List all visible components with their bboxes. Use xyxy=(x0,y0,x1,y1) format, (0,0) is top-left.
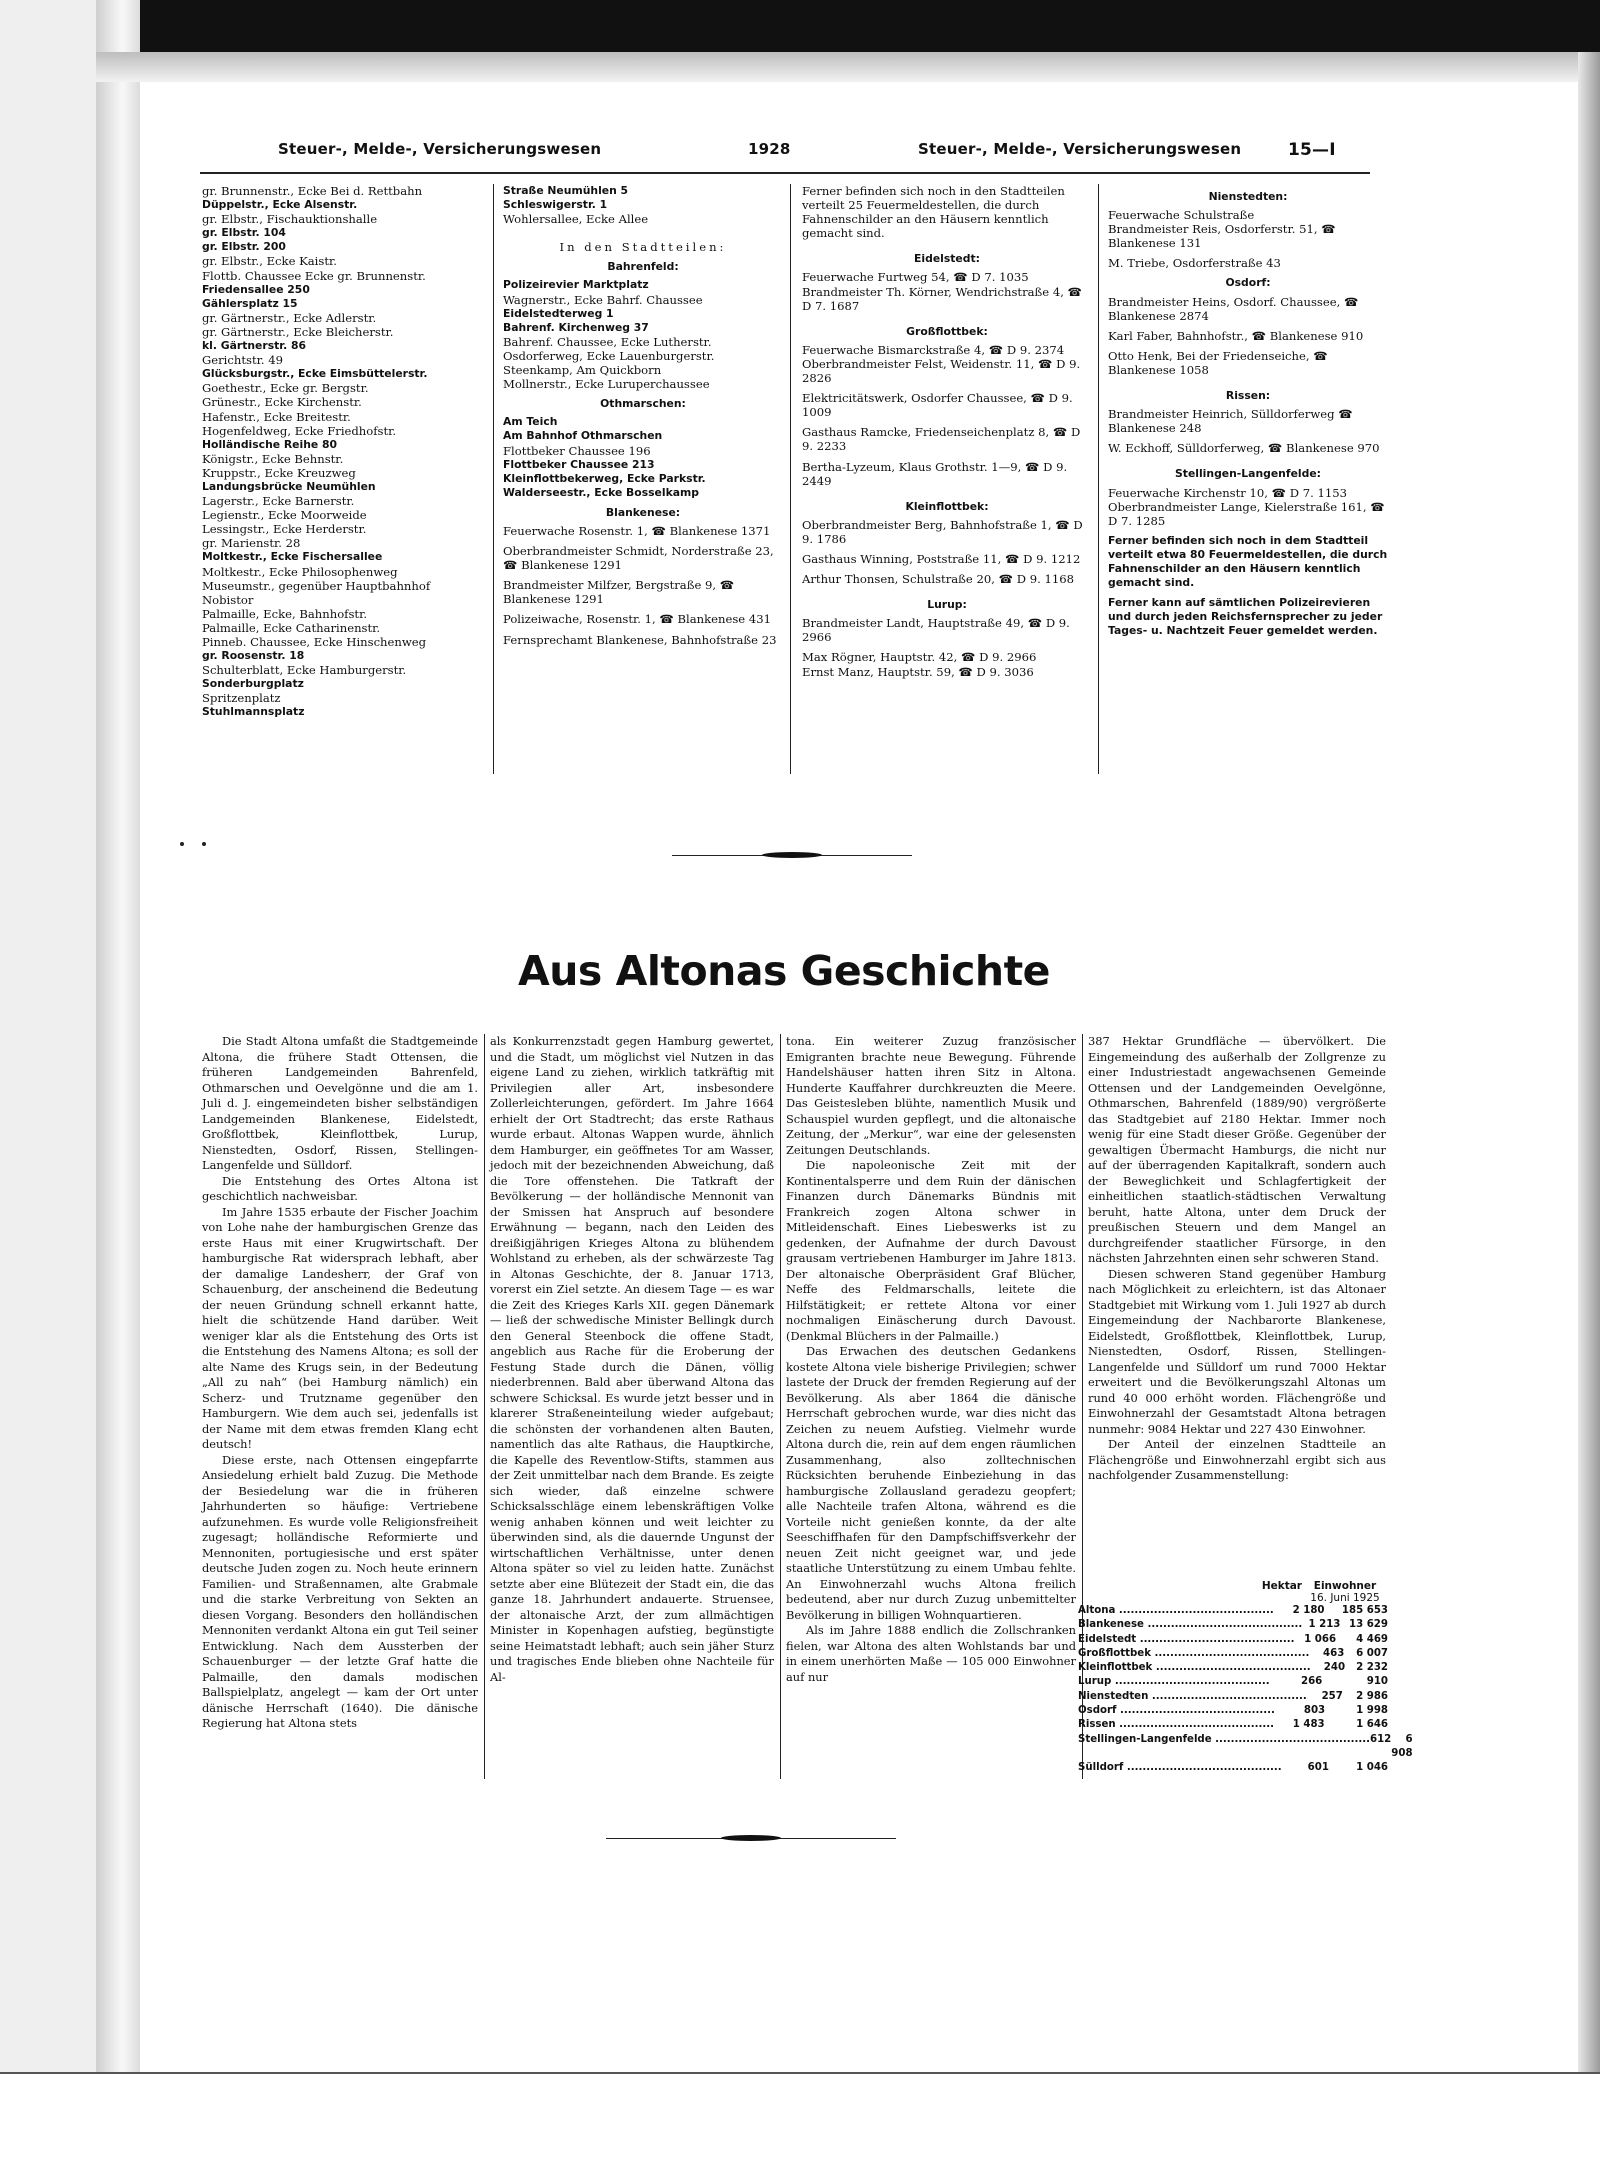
table-row xyxy=(1078,1633,1388,1647)
article-paragraph: 387 Hektar Grundfläche — übervölkert. Die Eingemeindung des außerhalb der Zollgrenze zu einer Industriestadt angewachsenen Gemeinde Ottensen und der Landgemeinden Oevelgönne, Othmarschen, Bahrenfeld (1889/90) vergrößerte das Stadtgebiet auf 2180 Hektar. Immer noch wenig für eine Stadt dieser Größe. Gegenüber der gewaltigen Übermacht Hamburgs, die nicht nur auf der überragenden Kapitalkraft, sondern auch der Beweglichkeit und Schlagfertigkeit der einheitlichen staatlich-städtischen Verwaltung beruht, hatte Altona, unter dem Druck der preußischen Steuern und dem Mangel an durchgreifender staatlicher Fürsorge, in den nächsten Jahrzehnten einen sehr schweren Stand. xyxy=(1088,1034,1386,1265)
table-row xyxy=(1078,1690,1388,1704)
district-hektar: 240 xyxy=(1323,1662,1346,1674)
district-einwohner: 4 469 xyxy=(1356,1633,1388,1645)
directory-entry: gr. Elbstr. 200 xyxy=(202,240,286,254)
separator-ornament xyxy=(672,855,912,856)
directory-entry: Feuerwache Schulstraße xyxy=(1108,208,1255,223)
article-paragraph: Diese erste, nach Ottensen eingepfarrte Ansiedelung erhielt bald Zuzug. Die Methode der Besiedelung war die in früheren Jahrhunderten so häufige: Vertriebene aufzunehmen. Es wurde volle Religionsfreiheit zugesagt; holländische Reformierte und Mennoniten, portugiesische und erst später deutsche Juden zogen zu. Noch heute erinnern Familien- und Straßennamen, alte Grabmale und die starke Verbreitung von Sekten an diesen Vorgang. Besonders den holländischen Mennoniten verdankt Altona ein gut Teil seiner Entwicklung. Nach dem Aussterben der Schauenburger — der letzte Graf hatte die Palmaille, den damals modischen Ballspielplatz, angelegt — kam der Ort unter dänische Herrschaft (1640). Die dänische Regierung hat Altona stets xyxy=(202,1452,478,1730)
directory-entry: Königstr., Ecke Behnstr. xyxy=(202,451,344,466)
header-right: Steuer-, Melde-, Versicherungswesen xyxy=(918,140,1242,158)
directory-entry: Lessingstr., Ecke Herderstr. xyxy=(202,522,367,537)
directory-entry: Oberbrandmeister Lange, Kielerstraße 161, ☎ D 7. 1285 xyxy=(1108,499,1389,528)
directory-entry: Gasthaus Winning, Poststraße 11, ☎ D 9. 1212 xyxy=(802,551,1081,566)
district-hektar: 257 xyxy=(1321,1690,1343,1702)
directory-entry: Stuhlmannsplatz xyxy=(202,705,305,719)
section-heading: Osdorf: xyxy=(1225,276,1271,290)
directory-entry: Brandmeister Milfzer, Bergstraße 9, ☎ Blankenese 1291 xyxy=(503,578,738,607)
directory-entry: Ferner befinden sich noch in den Stadtteilen verteilt 25 Feuermeldestellen, die durch Fahnenschilder an den Häusern kenntlich gemacht sind. xyxy=(802,184,1069,241)
article-title: Aus Altonas Geschichte xyxy=(518,947,1050,995)
section-heading: Rissen: xyxy=(1225,389,1271,403)
district-einwohner: 910 xyxy=(1366,1676,1388,1688)
directory-entry: Feuerwache Furtweg 54, ☎ D 7. 1035 xyxy=(802,270,1029,285)
directory-entry: Osdorferweg, Ecke Lauenburgerstr. xyxy=(503,348,715,363)
directory-entry: Goethestr., Ecke gr. Bergstr. xyxy=(202,381,369,396)
district-hektar: 612 xyxy=(1370,1733,1392,1745)
district-hektar: 463 xyxy=(1323,1647,1345,1659)
column-rule xyxy=(1098,184,1099,774)
directory-entry: Oberbrandmeister Felst, Weidenstr. 11, ☎ D 9. 2826 xyxy=(802,356,1084,386)
directory-entry: Gerichtstr. 49 xyxy=(202,353,283,368)
district-einwohner: 185 653 xyxy=(1341,1605,1388,1616)
directory-entry: kl. Gärtnerstr. 86 xyxy=(202,339,306,353)
scan-border-top xyxy=(0,0,1600,52)
directory-entry: Oberbrandmeister Schmidt, Norderstraße 23, ☎ Blankenese 1291 xyxy=(503,544,778,573)
directory-entry: Legienstr., Ecke Moorweide xyxy=(202,508,367,523)
article-paragraph: Der Anteil der einzelnen Stadtteile an Flächengröße und Einwohnerzahl ergibt sich aus nachfolgender Zusammenstellung: xyxy=(1088,1437,1386,1482)
district-hektar: 601 xyxy=(1307,1762,1329,1774)
directory-column-2 xyxy=(503,184,783,653)
directory-column-3 xyxy=(802,184,1092,679)
directory-entry: gr. Roosenstr. 18 xyxy=(202,649,305,663)
district-name: Großflottbek ........................................ xyxy=(1078,1647,1310,1659)
article-column-1 xyxy=(202,1034,478,1732)
section-heading: Großflottbek: xyxy=(906,324,988,338)
district-einwohner: 1 046 xyxy=(1356,1762,1388,1774)
section-heading: Nienstedten: xyxy=(1208,190,1288,203)
directory-entry: gr. Elbstr., Fischauktionshalle xyxy=(202,212,378,227)
table-body xyxy=(1078,1604,1413,1776)
scan-speck xyxy=(180,842,184,846)
district-name: Sülldorf ........................................ xyxy=(1078,1762,1282,1774)
directory-entry: Polizeirevier Marktplatz xyxy=(503,278,649,292)
entry-gap xyxy=(802,488,1092,494)
directory-entry: Straße Neumühlen 5 xyxy=(503,184,629,197)
directory-entry: Palmaille, Ecke, Bahnhofstr. xyxy=(202,606,368,621)
district-einwohner: 1 998 xyxy=(1356,1705,1388,1717)
directory-entry: Bertha-Lyzeum, Klaus Grothstr. 1—9, ☎ D 9. 2449 xyxy=(802,459,1071,488)
directory-column-4 xyxy=(1108,184,1391,644)
directory-entry: Sonderburgplatz xyxy=(202,677,304,691)
directory-entry: Flottb. Chaussee Ecke gr. Brunnenstr. xyxy=(202,268,426,283)
directory-entry: Brandmeister Th. Körner, Wendrichstraße 4, ☎ D 7. 1687 xyxy=(802,284,1086,313)
header-rule xyxy=(200,172,1370,174)
directory-entry: Schleswigerstr. 1 xyxy=(503,198,608,212)
directory-entry: Ernst Manz, Hauptstr. 59, ☎ D 9. 3036 xyxy=(802,664,1034,679)
directory-entry: gr. Gärtnerstr., Ecke Adlerstr. xyxy=(202,310,377,325)
district-name: Kleinflottbek ........................................ xyxy=(1078,1662,1311,1674)
directory-entry: Brandmeister Reis, Osdorferstr. 51, ☎ Blankenese 131 xyxy=(1108,222,1340,251)
directory-entry: Bahrenf. Kirchenweg 37 xyxy=(503,320,649,334)
directory-entry: Hafenstr., Ecke Breitestr. xyxy=(202,409,351,424)
section-heading: In den Stadtteilen: xyxy=(559,240,727,255)
directory-entry: gr. Brunnenstr., Ecke Bei d. Rettbahn xyxy=(202,184,423,198)
directory-entry: Arthur Thonsen, Schulstraße 20, ☎ D 9. 1168 xyxy=(802,572,1074,587)
directory-entry: Moltkestr., Ecke Philosophenweg xyxy=(202,564,398,579)
directory-entry: Düppelstr., Ecke Alsenstr. xyxy=(202,198,358,212)
directory-entry: Am Teich xyxy=(503,415,558,429)
district-table xyxy=(1078,1580,1413,1776)
column-einwohner: Einwohner 16. Juni 1925 xyxy=(1310,1580,1380,1604)
article-paragraph: Als im Jahre 1888 endlich die Zollschranken fielen, war Altona des alten Wohlstands bar und in einem unerhörten Maße — 105 000 Einwohner auf nur xyxy=(786,1623,1076,1684)
section-heading: Lurup: xyxy=(927,598,967,612)
section-heading: Kleinflottbek: xyxy=(905,499,989,513)
district-einwohner: 13 629 xyxy=(1349,1619,1388,1631)
directory-entry: Schulterblatt, Ecke Hamburgerstr. xyxy=(202,663,407,678)
column-rule xyxy=(493,184,494,774)
directory-entry: Flottbeker Chaussee 213 xyxy=(503,457,655,471)
column-rule xyxy=(484,1034,485,1779)
page-number: 15—I xyxy=(1288,140,1336,160)
section-heading: Bahrenfeld: xyxy=(607,260,679,274)
directory-entry: gr. Elbstr., Ecke Kaistr. xyxy=(202,254,337,269)
directory-column-1 xyxy=(202,184,486,720)
directory-entry: Kleinflottbekerweg, Ecke Parkstr. xyxy=(503,471,706,485)
entry-gap xyxy=(802,240,1092,246)
entry-gap xyxy=(1108,638,1388,644)
table-header xyxy=(1078,1580,1388,1604)
table-row xyxy=(1078,1647,1388,1661)
scan-border-bottom xyxy=(0,2072,1600,2179)
page-edge-top xyxy=(96,52,1600,82)
directory-entry: Brandmeister Heinrich, Sülldorferweg ☎ Blankenese 248 xyxy=(1108,407,1357,436)
directory-entry: Fernsprechamt Blankenese, Bahnhofstraße 23 xyxy=(503,632,777,647)
column-rule xyxy=(780,1034,781,1779)
article-column-2 xyxy=(490,1034,774,1685)
entry-gap xyxy=(802,586,1092,592)
directory-entry: Polizeiwache, Rosenstr. 1, ☎ Blankenese 431 xyxy=(503,612,771,627)
directory-entry: Friedensallee 250 xyxy=(202,282,310,296)
section-heading: Othmarschen: xyxy=(600,397,686,411)
district-einwohner: 6 908 xyxy=(1391,1733,1413,1759)
table-row xyxy=(1078,1718,1388,1732)
directory-entry: gr. Gärtnerstr., Ecke Bleicherstr. xyxy=(202,324,394,339)
entry-gap xyxy=(1108,377,1388,383)
column-rule xyxy=(790,184,791,774)
directory-entry: Lagerstr., Ecke Barnerstr. xyxy=(202,494,355,509)
directory-entry: Ferner befinden sich noch in dem Stadtteil verteilt etwa 80 Feuermeldestellen, die durch Fahnenschilder an den Häusern kenntlich gemacht sind. xyxy=(1108,533,1391,590)
district-hektar: 2 180 xyxy=(1292,1605,1325,1616)
directory-entry: Bahrenf. Chaussee, Ecke Lutherstr. xyxy=(503,334,712,349)
directory-entry: Moltkestr., Ecke Fischersallee xyxy=(202,550,383,564)
article-paragraph: als Konkurrenzstadt gegen Hamburg gewertet, und die Stadt, um möglichst viel Nutzen in das eigene Land zu ziehen, wirklich tatkräftig mit Privilegien aller Art, insbesondere Zollerleichterungen, gefördert. Im Jahre 1664 erhielt der Ort Stadtrecht; das erste Rathaus wurde erbaut. Altonas Wappen wurde, ähnlich dem Hamburger, ein geöffnetes Tor am Wasser, jedoch mit der bezeichnenden Abweichung, daß die Tore offenstehen. Die Tatkraft der Bevölkerung — der holländische Mennonit van der Smissen hat Anspruch auf besondere Erwähnung — begann, nach den Leiden des dreißigjährigen Krieges Altona zu blühendem Wohlstand zu erheben, als der schwärzeste Tag in Altonas Geschichte, der 8. Januar 1713, vorerst ein Ziel setzte. An diesem Tage — es war die Zeit des Krieges Karls XII. gegen Dänemark — ließ der schwedische Minister Bellingk durch den General Steenbock die offene Stadt, angeblich aus Rache für die Eroberung der Festung Stade durch die Dänen, völlig niederbrennen. Bald aber überwand Altona das schwere Schicksal. Es wurde jetzt besser und in klarerer Straßeneinteilung wieder aufgebaut; die schönsten der vorhandenen alten Bauten, namentlich das alte Rathaus, die Hauptkirche, die Kapelle des Reventlow-Stifts, stammen aus der Zeit unmittelbar nach dem Brande. Es zeigte sich wieder, daß einzelne schwere Schicksalsschläge einem lebenskräftigen Volke wenig anhaben können und weit leichter zu überwinden sind, als die dauernde Ungunst der wirtschaftlichen Verhältnisse, unter denen Altona später so viel zu leiden hatte. Zunächst setzte aber eine Blütezeit der Stadt ein, die das ganze 18. Jahrhundert andauerte. Struensee, der altonaische Arzt, der zum allmächtigen Minister in Kopenhagen aufstieg, begünstigte seine Heimatstadt lebhaft; auch sein jäher Sturz und tragisches Ende blieben ohne Nachteile für Al- xyxy=(490,1034,774,1684)
article-paragraph: tona. Ein weiterer Zuzug französischer Emigranten brachte neue Bewegung. Führende Handelshäuser hatten ihren Sitz in Altona. Hunderte Kauffahrer durchkreuzten die Meere. Das Geistesleben blühte, namentlich Musik und Schauspiel wurden gepflegt, und die altonaische Zeitung, der „Merkur“, war eine der gelesensten Zeitungen Deutschlands. xyxy=(786,1034,1076,1157)
entry-gap xyxy=(1108,455,1388,461)
directory-entry: Wagnerstr., Ecke Bahrf. Chaussee xyxy=(503,292,703,307)
header-year: 1928 xyxy=(748,140,791,158)
table-row xyxy=(1078,1618,1388,1632)
article-column-3 xyxy=(786,1034,1076,1685)
separator-ornament xyxy=(606,1838,896,1839)
district-einwohner: 6 007 xyxy=(1356,1647,1388,1659)
district-hektar: 266 xyxy=(1301,1676,1323,1688)
article-paragraph: Im Jahre 1535 erbaute der Fischer Joachim von Lohe nahe der hamburgischen Grenze das erste Haus mit einer Krugwirtschaft. Der hamburgische Rat widersprach lebhaft, aber der damalige Landesherr, der Graf von Schauenburg, der anscheinend die Bedeutung der neuen Gründung schnell erkannt hatte, hielt die schützende Hand darüber. Weit weniger klar als die Entstehung des Orts ist die Entstehung des Namens Altona; es soll der alte Name des Krugs sein, in der Bedeutung „All zu nah“ (bei Hamburg nämlich) ein Scherz- und Trutzname gegenüber den Hamburgern. Wie dem auch sei, jedenfalls ist der Name mit dem etwas fremden Klang echt deutsch! xyxy=(202,1204,478,1451)
district-name: Lurup ........................................ xyxy=(1078,1676,1270,1688)
directory-entry: Eidelstedterweg 1 xyxy=(503,306,614,320)
article-paragraph: Die Entstehung des Ortes Altona ist geschichtlich nachweisbar. xyxy=(202,1173,478,1203)
district-name: Rissen ........................................ xyxy=(1078,1719,1274,1731)
entry-gap xyxy=(802,313,1092,319)
directory-entry: W. Eckhoff, Sülldorferweg, ☎ Blankenese 970 xyxy=(1108,441,1380,456)
column-hektar: Hektar xyxy=(1261,1580,1302,1592)
directory-entry: Glücksburgstr., Ecke Eimsbüttelerstr. xyxy=(202,367,428,381)
book-gutter xyxy=(96,0,140,2177)
directory-entry: Hogenfeldweg, Ecke Friedhofstr. xyxy=(202,423,397,438)
directory-entry: Karl Faber, Bahnhofstr., ☎ Blankenese 910 xyxy=(1108,328,1364,343)
scan-speck xyxy=(202,842,206,846)
district-name: Eidelstedt ........................................ xyxy=(1078,1633,1295,1645)
page-edge-right xyxy=(1578,52,1600,2092)
directory-entry: Am Bahnhof Othmarschen xyxy=(503,429,663,443)
section-heading: Stellingen-Langenfelde: xyxy=(1175,467,1321,481)
directory-entry: Ferner kann auf sämtlichen Polizeirevieren und durch jeden Reichsfernsprecher zu jeder Tages- u. Nachtzeit Feuer gemeldet werden. xyxy=(1108,596,1387,638)
district-hektar: 1 213 xyxy=(1308,1619,1341,1631)
directory-entry: Spritzenplatz xyxy=(202,691,281,706)
table-row xyxy=(1078,1675,1388,1689)
directory-entry: Oberbrandmeister Berg, Bahnhofstraße 1, ☎ D 9. 1786 xyxy=(802,517,1087,546)
directory-entry: M. Triebe, Osdorferstraße 43 xyxy=(1108,256,1281,271)
district-name: Altona ........................................ xyxy=(1078,1605,1274,1616)
table-row xyxy=(1078,1733,1413,1762)
directory-entry: Gählersplatz 15 xyxy=(202,296,298,310)
article-paragraph: Diesen schweren Stand gegenüber Hamburg nach Möglichkeit zu erleichtern, ist das Altonaer Stadtgebiet mit Wirkung vom 1. Juli 1927 ab durch Eingemeindung der Nachbarorte Blankenese, Eidelstedt, Großflottbek, Kleinflottbek, Lurup, Nienstedten, Osdorf, Rissen, Stellingen-Langenfelde und Sülldorf um rund 7000 Hektar erweitert und die Bevölkerungszahl Altonas um rund 40 000 erhöht worden. Flächengröße und Einwohnerzahl der Gesamtstadt Altona betragen nunmehr: 9084 Hektar und 227 430 Einwohner. xyxy=(1088,1266,1386,1436)
district-einwohner: 1 646 xyxy=(1356,1719,1388,1731)
directory-entry: gr. Marienstr. 28 xyxy=(202,536,301,551)
section-heading: Eidelstedt: xyxy=(914,252,980,266)
directory-entry: Holländische Reihe 80 xyxy=(202,437,337,451)
district-name: Stellingen-Langenfelde ........................................ xyxy=(1078,1733,1370,1745)
directory-entry: Feuerwache Kirchenstr 10, ☎ D 7. 1153 xyxy=(1108,485,1348,500)
district-name: Blankenese ........................................ xyxy=(1078,1619,1303,1631)
directory-entry: Nobistor xyxy=(202,592,254,607)
directory-entry: Feuerwache Rosenstr. 1, ☎ Blankenese 1371 xyxy=(503,523,771,538)
directory-entry: Landungsbrücke Neumühlen xyxy=(202,479,376,493)
directory-entry: Feuerwache Bismarckstraße 4, ☎ D 9. 2374 xyxy=(802,342,1065,357)
table-row xyxy=(1078,1761,1388,1775)
district-name: Osdorf ........................................ xyxy=(1078,1705,1275,1717)
directory-entry: Brandmeister Landt, Hauptstraße 49, ☎ D 9. 2966 xyxy=(802,616,1074,645)
directory-entry: Elektricitätswerk, Osdorfer Chaussee, ☎ D 9. 1009 xyxy=(802,391,1077,420)
directory-entry: Max Rögner, Hauptstr. 42, ☎ D 9. 2966 xyxy=(802,650,1037,665)
directory-entry: Brandmeister Heins, Osdorf. Chaussee, ☎ Blankenese 2874 xyxy=(1108,294,1363,323)
district-hektar: 1 066 xyxy=(1304,1633,1337,1645)
directory-entry: Pinneb. Chaussee, Ecke Hinschenweg xyxy=(202,635,427,649)
article-paragraph: Die Stadt Altona umfaßt die Stadtgemeinde Altona, die frühere Stadt Ottensen, die früheren Landgemeinden Bahrenfeld, Othmarschen und Oevelgönne und die am 1. Juli d. J. eingemeindeten bisher selbständigen Landgemeinden Blankenese, Eidelstedt, Großflottbek, Kleinflottbek, Lurup, Nienstedten, Osdorf, Rissen, Stellingen-Langenfelde und Sülldorf. xyxy=(202,1034,478,1172)
article-paragraph: Das Erwachen des deutschen Gedankens kostete Altona viele bisherige Privilegien; schwer lastete der Druck der fremden Regierung auf der Bevölkerung. Als aber 1864 die dänische Herrschaft gebrochen wurde, war dies nicht das Zeichen zu neuem Aufstieg. Vielmehr wurde Altona durch die, rein auf dem engen räumlichen Zusammenhang, also zolltechnischen Rücksichten beruhende Einbeziehung in das hamburgische Zollausland geradezu geopfert; alle Nachteile trafen Altona, während es die Vorteile nicht genießen konnte, da der alte Seeschiffhafen für den Dampfschiffsverkehr der neuen Zeit nicht geeignet war, und jede staatliche Unterstützung zu einem Umbau fehlte. An Einwohnerzahl wuchs Altona freilich bedeutend, aber nur durch Zuzug unbemittelter Bevölkerung in billigen Wohnquartieren. xyxy=(786,1344,1076,1622)
directory-entry: Mollnerstr., Ecke Luruperchaussee xyxy=(503,377,710,392)
running-header xyxy=(278,140,1336,170)
district-hektar: 1 483 xyxy=(1292,1719,1325,1731)
entry-gap xyxy=(503,647,783,653)
directory-entry: Flottbeker Chaussee 196 xyxy=(503,443,651,458)
directory-entry: Kruppstr., Ecke Kreuzweg xyxy=(202,465,356,480)
district-hektar: 803 xyxy=(1303,1705,1326,1717)
directory-entry: Grünestr., Ecke Kirchenstr. xyxy=(202,395,362,410)
district-name: Nienstedten ........................................ xyxy=(1078,1690,1307,1702)
directory-entry: Palmaille, Ecke Catharinenstr. xyxy=(202,620,381,635)
directory-entry: gr. Elbstr. 104 xyxy=(202,226,286,240)
section-heading: Blankenese: xyxy=(605,505,681,519)
table-row xyxy=(1078,1704,1388,1718)
directory-entry: Otto Henk, Bei der Friedenseiche, ☎ Blankenese 1058 xyxy=(1108,348,1332,377)
table-row xyxy=(1078,1661,1388,1675)
directory-entry: Gasthaus Ramcke, Friedenseichenplatz 8, ☎ D 9. 2233 xyxy=(802,425,1084,454)
article-paragraph: Die napoleonische Zeit mit der Kontinentalsperre und dem Ruin der dänischen Finanzen durch Dänemarks Bündnis mit Frankreich zogen Altona schwer in Mitleidenschaft. Eines Liebeswerks ist zu gedenken, der Aufnahme der durch Davoust grausam vertriebenen Hamburger im Jahre 1813. Der altonaische Oberpräsident Graf Blücher, Neffe des Feldmarschalls, leitete die Hilfstätigkeit; er rettete Altona vor einer nochmaligen Einäscherung durch Davoust. (Denkmal Blüchers in der Palmaille.) xyxy=(786,1158,1076,1343)
table-row xyxy=(1078,1604,1388,1618)
directory-entry: Steenkamp, Am Quickborn xyxy=(503,363,662,378)
district-einwohner: 2 232 xyxy=(1356,1662,1388,1674)
header-left: Steuer-, Melde-, Versicherungswesen xyxy=(278,140,602,158)
directory-entry: Walderseestr., Ecke Bosselkamp xyxy=(503,485,700,499)
directory-entry: Wohlersallee, Ecke Allee xyxy=(503,212,649,227)
directory-entry: Museumstr., gegenüber Hauptbahnhof xyxy=(202,578,431,593)
district-einwohner: 2 986 xyxy=(1356,1690,1388,1702)
article-column-4 xyxy=(1088,1034,1386,1484)
